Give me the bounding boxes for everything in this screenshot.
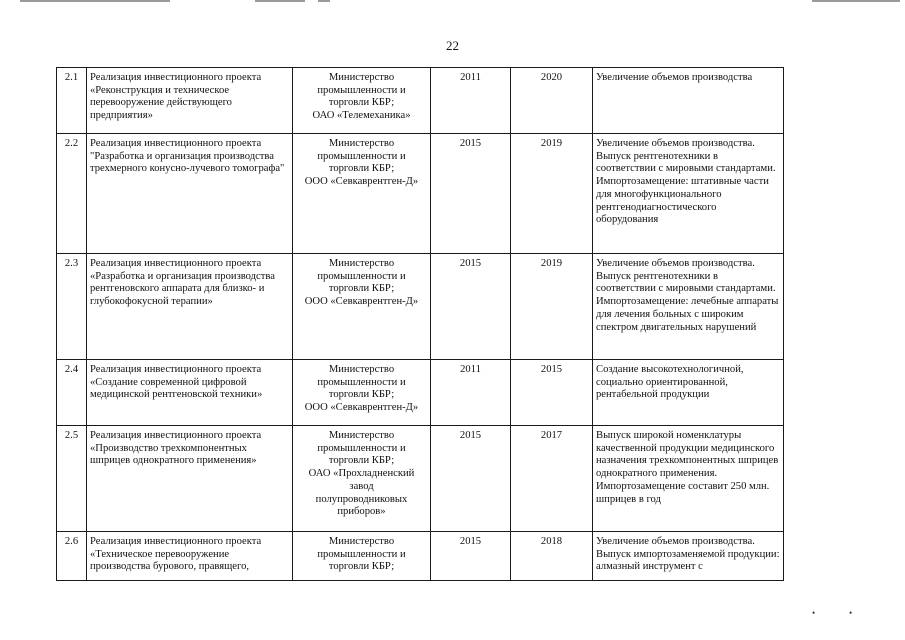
row-number: 2.4 [57, 360, 87, 426]
expected-result: Создание высокотехнологичной, социально ориентированной, рентабельной продукции [593, 360, 784, 426]
activity-name: Реализация инвестиционного проекта "Разработка и организация производства трехмерного конусно-лучевого томографа" [87, 134, 293, 254]
row-number: 2.5 [57, 426, 87, 532]
activity-name: Реализация инвестиционного проекта «Техническое перевооружение производства бурового, правящего, [87, 532, 293, 581]
activity-executor: Министерство промышленности и торговли КБР; ООО «Севкаврентген-Д» [293, 254, 431, 360]
end-year: 2019 [511, 134, 593, 254]
end-year: 2019 [511, 254, 593, 360]
activity-executor: Министерство промышленности и торговли КБР; ОАО «Телемеханика» [293, 68, 431, 134]
activity-name: Реализация инвестиционного проекта «Производство трехкомпонентных шприцев однократного применения» [87, 426, 293, 532]
row-number: 2.6 [57, 532, 87, 581]
activity-name: Реализация инвестиционного проекта «Создание современной цифровой медицинской рентгеновской техники» [87, 360, 293, 426]
end-year: 2018 [511, 532, 593, 581]
expected-result: Увеличение объемов производства. Выпуск рентгенотехники в соответствии с мировыми стандартами. Импортозамещение: лечебные аппараты для лечения больных с широким спектром двигательных нарушений [593, 254, 784, 360]
start-year: 2015 [431, 532, 511, 581]
table-row [57, 68, 784, 134]
start-year: 2015 [431, 254, 511, 360]
start-year: 2015 [431, 426, 511, 532]
row-number: 2.2 [57, 134, 87, 254]
activity-executor: Министерство промышленности и торговли КБР; ООО «Севкаврентген-Д» [293, 360, 431, 426]
row-number: 2.3 [57, 254, 87, 360]
table-row [57, 426, 784, 532]
expected-result: Увеличение объемов производства [593, 68, 784, 134]
expected-result: Выпуск широкой номенклатуры качественной продукции медицинского назначения трехкомпонентных шприцев однократного применения. Импортозамещение составит 250 млн. шприцев в год [593, 426, 784, 532]
expected-result: Увеличение объемов производства. Выпуск рентгенотехники в соответствии с мировыми стандартами. Импортозамещение: штативные части для многофункционального рентгенодиагностического оборудования [593, 134, 784, 254]
table-row [57, 360, 784, 426]
scan-artifact-line [255, 0, 305, 2]
scan-artifact-line [318, 0, 330, 2]
scan-artifact-line [20, 0, 170, 2]
table-row [57, 532, 784, 581]
end-year: 2020 [511, 68, 593, 134]
row-number: 2.1 [57, 68, 87, 134]
scan-artifact-dot: • [812, 608, 816, 618]
scan-artifact-line [812, 0, 900, 2]
activity-executor: Министерство промышленности и торговли КБР; ОАО «Прохладненский завод полупроводниковых приборов» [293, 426, 431, 532]
expected-result: Увеличение объемов производства. Выпуск импортозаменяемой продукции: алмазный инструмент с [593, 532, 784, 581]
end-year: 2015 [511, 360, 593, 426]
page-number: 22 [446, 38, 459, 53]
start-year: 2011 [431, 68, 511, 134]
table-row [57, 254, 784, 360]
activity-executor: Министерство промышленности и торговли КБР; ООО «Севкаврентген-Д» [293, 134, 431, 254]
activity-executor: Министерство промышленности и торговли КБР; [293, 532, 431, 581]
start-year: 2015 [431, 134, 511, 254]
activity-name: Реализация инвестиционного проекта «Реконструкция и техническое перевооружение действующего предприятия» [87, 68, 293, 134]
end-year: 2017 [511, 426, 593, 532]
program-activities-table [56, 67, 784, 581]
table-row [57, 134, 784, 254]
activity-name: Реализация инвестиционного проекта «Разработка и организация производства рентгеновского аппарата для близко- и глубокофокусной терапии» [87, 254, 293, 360]
scan-artifact-dot: • [849, 608, 853, 618]
start-year: 2011 [431, 360, 511, 426]
